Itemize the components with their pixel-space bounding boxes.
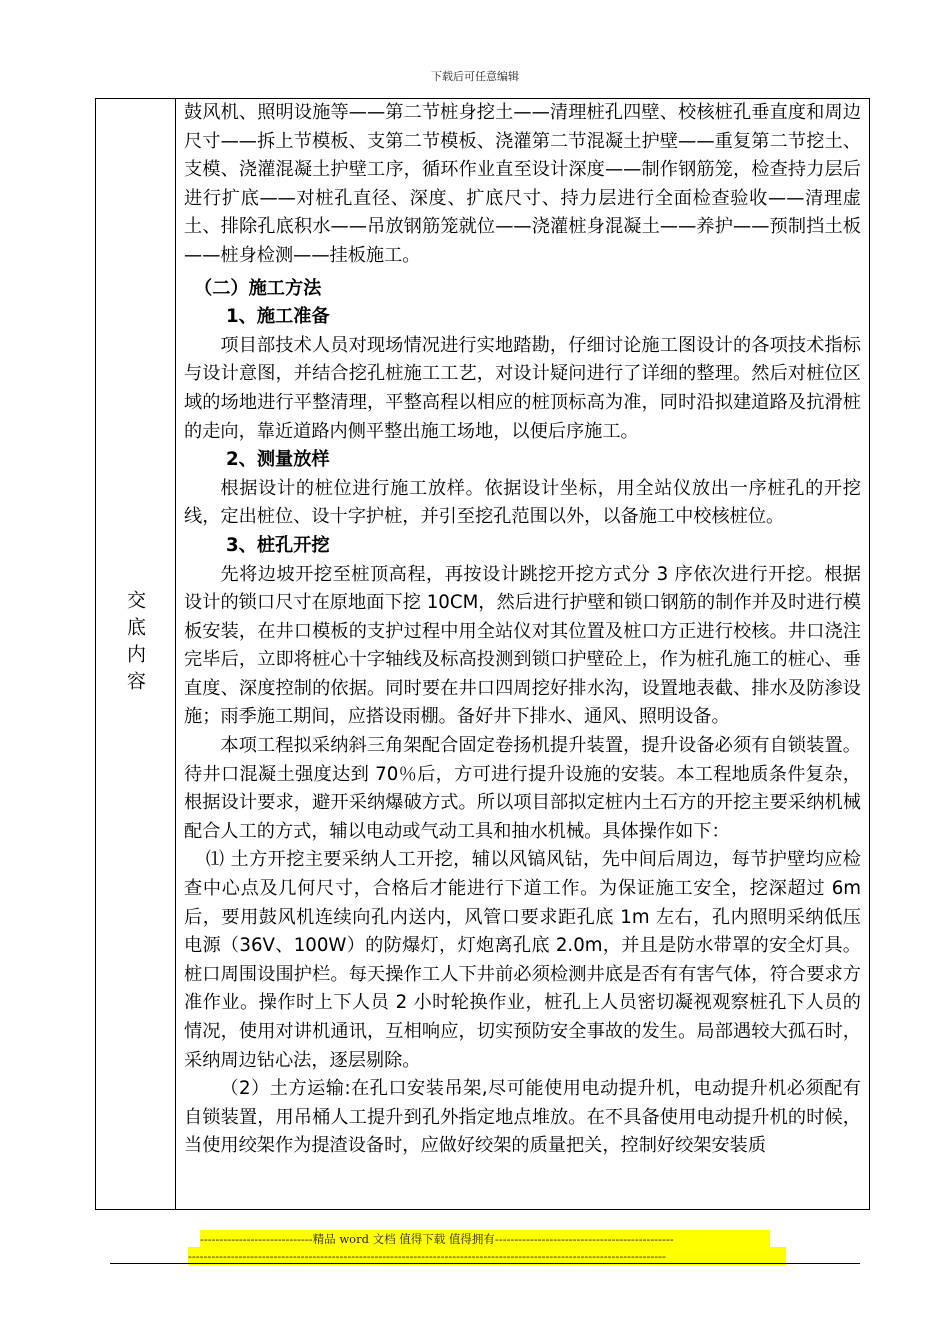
paragraph: （2）土方运输:在孔口安装吊架,尽可能使用电动提升机，电动提升机必须配有自锁装置，用吊桶人工提升到孔外指定地点堆放。在不具备使用电动提升机的时候，当使用绞架作为提渣设备时，应做好绞架的质量把关，控制好绞架安装质: [184, 1078, 861, 1157]
paragraph: 先将边坡开挖至桩顶高程，再按设计跳挖开挖方式分 3 序依次进行开挖。根据设计的锁口尺寸在原地面下挖 10CM，然后进行护壁和锁口钢筋的制作并及时进行模板安装，在井口模板的支护过程中用全站仪对其位置及桩口方正进行校核。井口浇注完毕后，立即将桩心十字轴线及标高投测到锁口护壁砼上，作为桩孔施工的桩心、垂直度、深度控制的依据。同时要在井口四周挖好排水沟，设置地表截、排水及防渗设施；雨季施工期间，应搭设雨棚。备好井下排水、通风、照明设备。: [184, 563, 861, 728]
disclosure-table: [95, 98, 870, 1210]
paragraph: 项目部技术人员对现场情况进行实地踏勘，仔细讨论施工图设计的各项技术指标与设计意图，并结合挖孔桩施工工艺，对设计疑问进行了详细的整理。然后对桩位区域的场地进行平整清理，平整高程以相应的桩顶标高为准，同时沿拟建道路及抗滑桩的走向，靠近道路内侧平整出施工场地，以便后序施工。: [184, 334, 861, 442]
subsection-heading: 3、桩孔开挖: [226, 534, 330, 556]
paragraph: 鼓风机、照明设施等——第二节桩身挖土——清理桩孔四壁、校核桩孔垂直度和周边尺寸——拆上节模板、支第二节模板、浇灌第二节混凝土护壁——重复第二节挖土、支模、浇灌混凝土护壁工序，循环作业直至设计深度——制作钢筋笼，检查持力层后进行扩底——对桩孔直径、深度、扩底尺寸、持力层进行全面检查验收——清理虚土、排除孔底积水——吊放钢筋笼就位——浇灌桩身混凝土——养护——预制挡土板——桩身检测——挂板施工。: [184, 102, 861, 266]
content-column: [176, 99, 869, 1209]
paragraph: 根据设计的桩位进行施工放样。依据设计坐标，用全站仪放出一序桩孔的开挖线，定出桩位、设十字护桩，并引至挖孔范围以外，以备施工中校核桩位。: [184, 477, 861, 528]
row-label: 交底内容: [124, 590, 146, 698]
label-column: [96, 99, 176, 1209]
paragraph: ⑴ 土方开挖主要采纳人工开挖，辅以风镐风钻，先中间后周边，每节护壁均应检查中心点及几何尺寸，合格后才能进行下道工作。为保证施工安全，挖深超过 6m 后，要用鼓风机连续向孔内送内，风管口要求距孔底 1m 左右，孔内照明采纳低压电源（36V、100W）的防爆灯，灯炮离孔底 2.0m，并且是防水带罩的安全灯具。桩口周围设围护栏。每天操作工人下井前必须检测井底是否有有害气体，符合要求方准作业。操作时上下人员 2 小时轮换作业，桩孔上人员密切凝视观察桩孔下人员的情况，使用对讲机通讯，互相响应，切实预防安全事故的发生。局部遇较大孤石时，采纳周边钻心法，逐层剔除。: [184, 849, 861, 1071]
footer-banner-bottom: ---------------------------------------------------------------------------------------------------------------------------: [188, 1247, 786, 1265]
subsection-heading: 2、测量放样: [226, 449, 330, 471]
footer-divider: [110, 1263, 860, 1264]
paragraph: 本项工程拟采纳斜三角架配合固定卷扬机提升装置，提升设备必须有自锁装置。待井口混凝土强度达到 70％后，方可进行提升设施的安装。本工程地质条件复杂，根据设计要求，避开采纳爆破方式。所以项目部拟定桩内土石方的开挖主要采纳机械配合人工的方式，辅以电动或气动工具和抽水机械。具体操作如下：: [184, 735, 861, 842]
footer-banner-top: -----------------------------精品 word 文档 值得下载 值得拥有----------------------------------------------: [200, 1230, 770, 1248]
header-note: 下载后可任意编辑: [431, 70, 519, 83]
subsection-heading: 1、施工准备: [226, 306, 330, 328]
section-heading: （二）施工方法: [194, 277, 322, 299]
